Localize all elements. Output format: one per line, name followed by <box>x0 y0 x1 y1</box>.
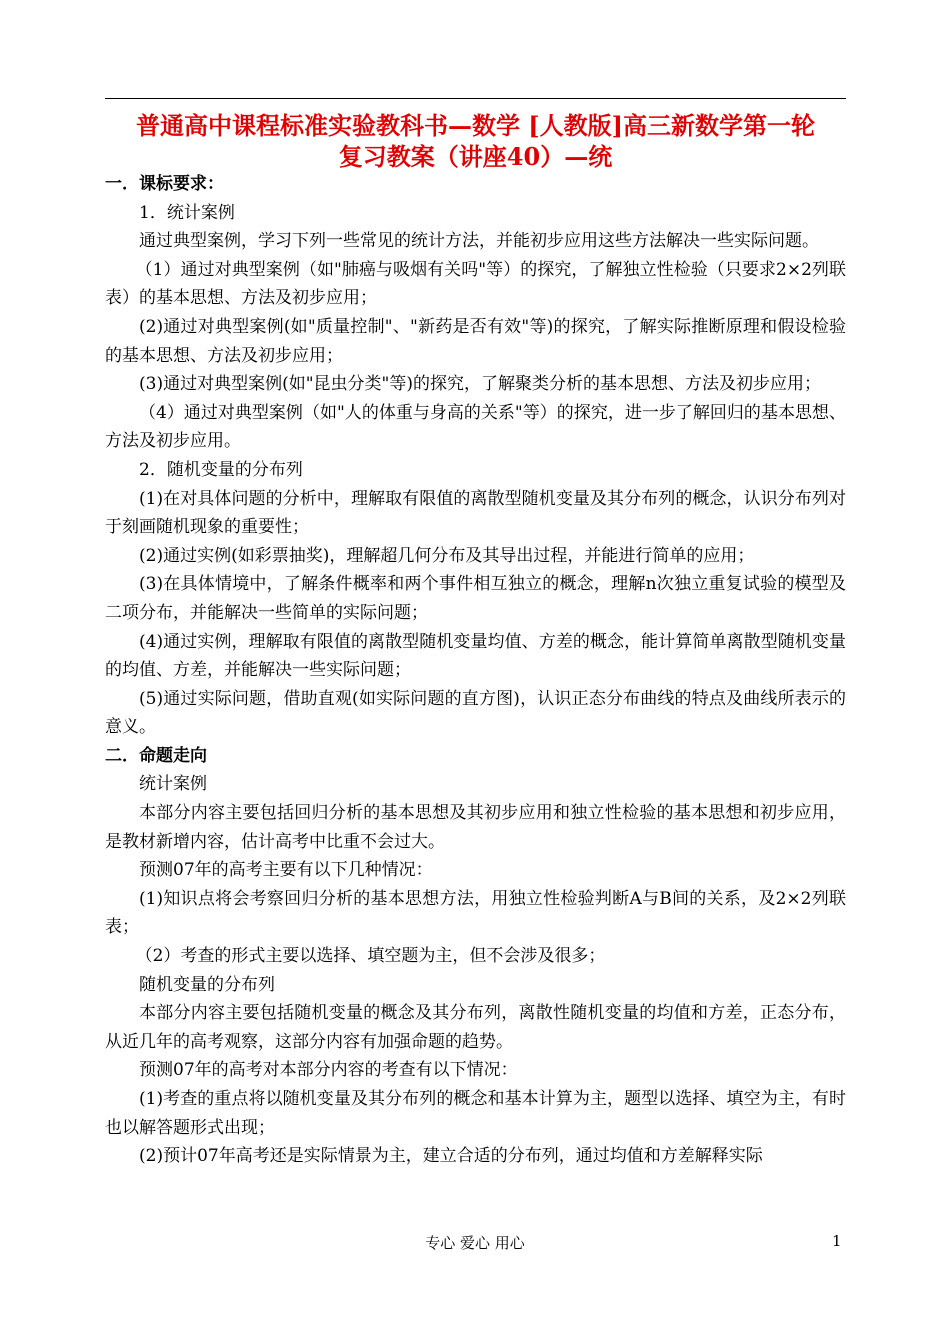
body-paragraph: (1)考查的重点将以随机变量及其分布列的概念和基本计算为主，题型以选择、填空为主，有时也以解答题形式出现； <box>105 1089 846 1138</box>
body-paragraph: 本部分内容主要包括随机变量的概念及其分布列，离散性随机变量的均值和方差，正态分布，从近几年的高考观察，这部分内容有加强命题的趋势。 <box>105 1003 846 1052</box>
body-paragraph: (4)通过实例，理解取有限值的离散型随机变量均值、方差的概念，能计算简单离散型随机变量的均值、方差，并能解决一些实际问题； <box>105 631 846 681</box>
body-paragraph: （2）考查的形式主要以选择、填空题为主，但不会涉及很多； <box>135 946 606 967</box>
body-paragraph: 统计案例 <box>139 774 207 795</box>
body-paragraph: (1)在对具体问题的分析中，理解取有限值的离散型随机变量及其分布列的概念，认识分布列对于刻画随机现象的重要性； <box>105 488 846 538</box>
section-heading: 二．命题走向 <box>105 745 207 766</box>
body-paragraph: 1．统计案例 <box>139 202 235 223</box>
body-paragraph: 随机变量的分布列 <box>139 974 275 995</box>
body-paragraph: 2．随机变量的分布列 <box>139 459 303 480</box>
body-paragraph: 本部分内容主要包括回归分析的基本思想及其初步应用和独立性检验的基本思想和初步应用，是教材新增内容，估计高考中比重不会过大。 <box>105 803 846 852</box>
title-line-1: 普通高中课程标准实验教科书—数学 [人教版]高三新数学第一轮 <box>135 111 816 140</box>
body-paragraph: (3)通过对典型案例(如"昆虫分类"等)的探究，了解聚类分析的基本思想、方法及初步应用； <box>139 374 821 395</box>
footer-motto: 专心 爱心 用心 <box>425 1234 525 1252</box>
header-rule <box>105 98 846 99</box>
body-paragraph: (2)预计07年高考还是实际情景为主，建立合适的分布列，通过均值和方差解释实际 <box>139 1146 763 1167</box>
body-paragraph: (2)通过对典型案例(如"质量控制"、"新药是否有效"等)的探究，了解实际推断原理和假设检验的基本思想、方法及初步应用； <box>105 316 846 366</box>
section-heading: 一．课标要求： <box>105 174 224 194</box>
body-paragraph: （4）通过对典型案例（如"人的体重与身高的关系"等）的探究，进一步了解回归的基本思想、方法及初步应用。 <box>105 402 846 452</box>
body-paragraph: (3)在具体情境中，了解条件概率和两个事件相互独立的概念，理解n次独立重复试验的模型及二项分布，并能解决一些简单的实际问题； <box>105 574 846 623</box>
title-line-2: 复习教案（讲座40）—统 <box>338 142 613 171</box>
page-number: 1 <box>832 1232 842 1250</box>
body-paragraph: （1）通过对典型案例（如"肺癌与吸烟有关吗"等）的探究，了解独立性检验（只要求2×2列联表）的基本思想、方法及初步应用； <box>105 259 846 309</box>
body-paragraph: (1)知识点将会考察回归分析的基本思想方法，用独立性检验判断A与B间的关系，及2×2列联表； <box>105 888 846 938</box>
body-paragraph: (5)通过实际问题，借助直观(如实际问题的直方图)，认识正态分布曲线的特点及曲线所表示的意义。 <box>105 688 846 738</box>
document-title <box>105 110 846 172</box>
document-body <box>105 170 846 1171</box>
body-paragraph: 预测07年的高考主要有以下几种情况： <box>139 860 433 881</box>
body-paragraph: 通过典型案例，学习下列一些常见的统计方法，并能初步应用这些方法解决一些实际问题。 <box>139 231 819 252</box>
body-paragraph: 预测07年的高考对本部分内容的考查有以下情况： <box>139 1060 518 1081</box>
body-paragraph: (2)通过实例(如彩票抽奖)，理解超几何分布及其导出过程，并能进行简单的应用； <box>139 545 755 566</box>
